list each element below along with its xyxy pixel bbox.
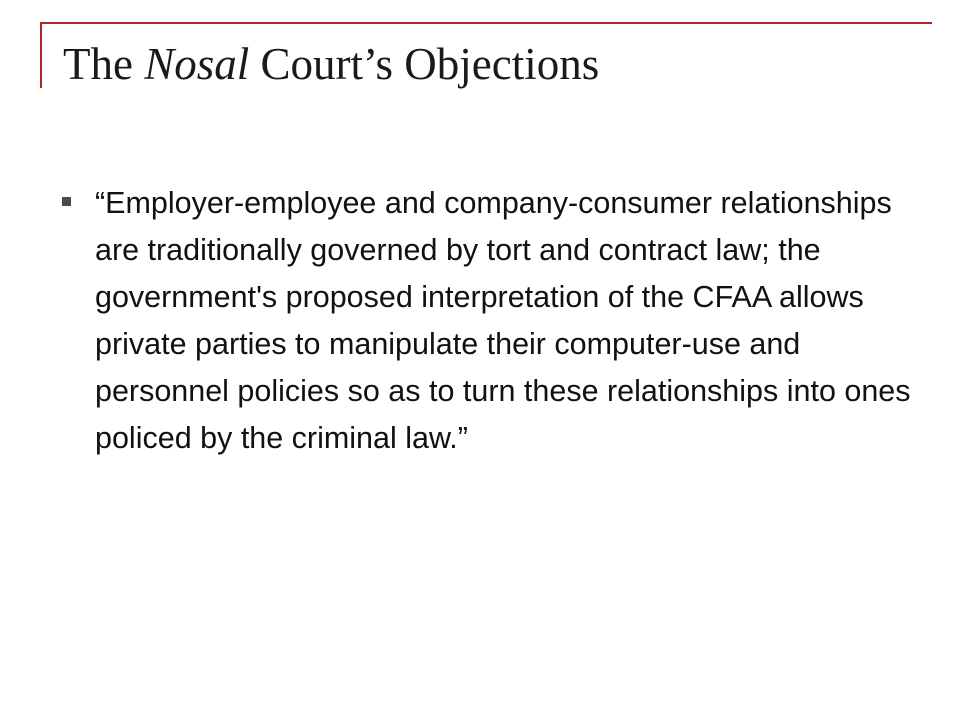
title-text-before: The [63, 39, 145, 89]
accent-line-top [40, 22, 932, 24]
bullet-item [60, 180, 920, 462]
title-text-after: Court’s Objections [249, 39, 600, 89]
bullet-text: “Employer-employee and company-consumer relationships are traditionally governed by tort and contract law; the government's proposed interpretation of the CFAA allows private parties to manipulate their computer-use and personnel policies so as to turn these relationships into ones policed by the criminal law.” [95, 186, 911, 455]
accent-line-left [40, 22, 42, 88]
square-bullet-icon [62, 197, 71, 206]
title-text-italic: Nosal [144, 39, 250, 89]
slide-title [63, 40, 599, 90]
